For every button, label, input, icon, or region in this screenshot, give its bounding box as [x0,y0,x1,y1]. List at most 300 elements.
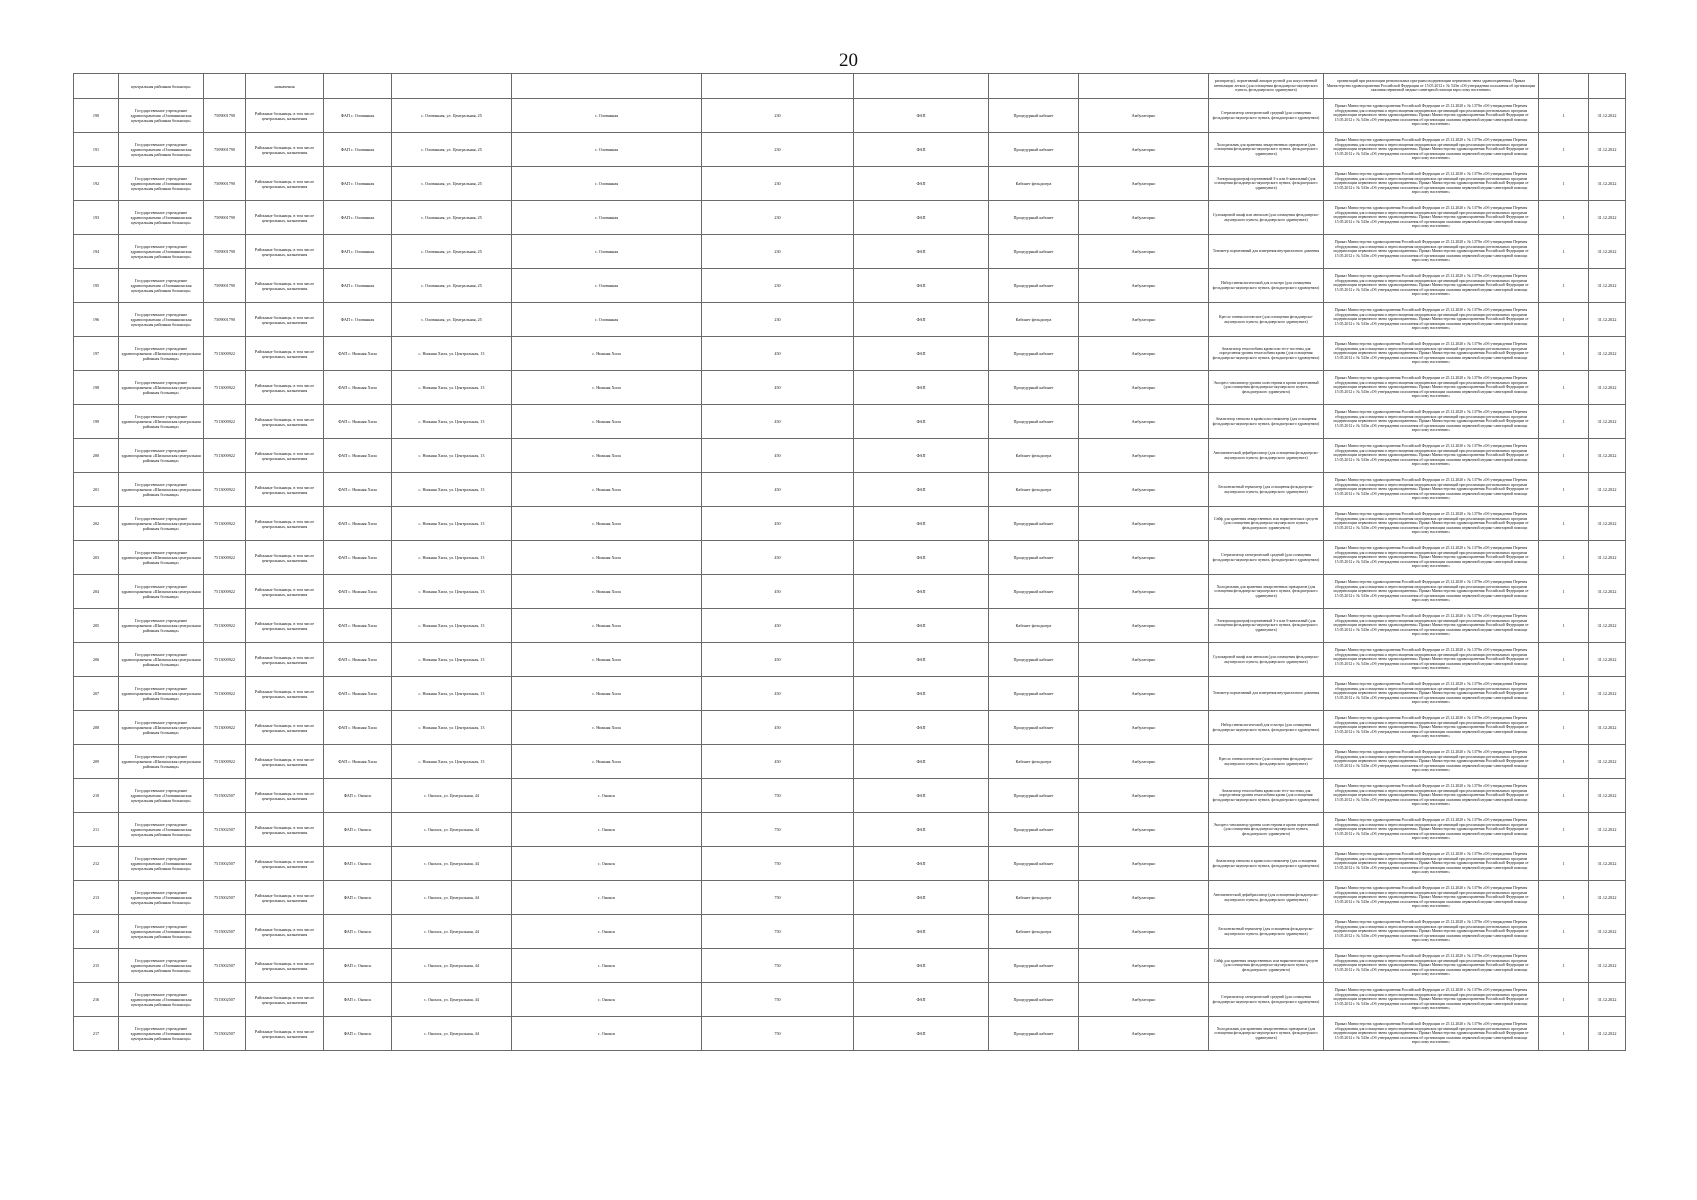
care-form-cell: Амбулаторно [1079,881,1209,915]
quantity-cell: 1 [1539,915,1589,949]
settlement-cell: с. Ононск [512,949,702,983]
address-cell: с. Ононск, ул. Центральная, 44 [392,949,512,983]
population-cell [702,74,854,99]
row-number-cell: 193 [74,201,119,235]
table-row [74,235,1626,269]
address-cell: с. Нижняя Хила, ул. Центральная, 13 [392,473,512,507]
row-number-cell: 194 [74,235,119,269]
table-row [74,371,1626,405]
code-cell: 7513000922 [204,507,246,541]
quantity-cell: 1 [1539,745,1589,779]
date-cell: 31.12.2022 [1589,983,1626,1017]
organization-cell: Государственное учреждение здравоохранения «Оловяннинская центральная районная больница» [119,303,204,337]
fap-cell: ФАП с. Нижняя Хила [324,643,392,677]
care-form-cell: Амбулаторно [1079,847,1209,881]
code-cell: 7513000922 [204,677,246,711]
care-form-cell: Амбулаторно [1079,915,1209,949]
cabinet-cell: Процедурный кабинет [989,541,1079,575]
organization-cell: Государственное учреждение здравоохранения «Оловяннинская центральная районная больница» [119,133,204,167]
order-cell: Приказ Министерства здравоохранения Российской Федерации от 25.12.2020 г. № 1379н «Об утверждении Перечня оборудования для оснащения и переоснащения медицинских организаций при реализации региональных программ модернизации первичного звена здравоохранения» Приказ Министерства здравоохранения Российской Федерации от 15.05.2012 г. № 543н «Об утверждении положения об организации оказания первичной медико-санитарной помощи взрослому населению» [1324,473,1539,507]
table-row [74,74,1626,99]
organization-cell: Государственное учреждение здравоохранения «Оловяннинская центральная районная больница» [119,1017,204,1051]
unit-type-cell: ФАП [854,847,989,881]
unit-type-cell: ФАП [854,133,989,167]
order-cell: Приказ Министерства здравоохранения Российской Федерации от 25.12.2020 г. № 1379н «Об утверждении Перечня оборудования для оснащения и переоснащения медицинских организаций при реализации региональных программ модернизации первичного звена здравоохранения» Приказ Министерства здравоохранения Российской Федерации от 15.05.2012 г. № 543н «Об утверждении положения об организации оказания первичной медико-санитарной помощи взрослому населению» [1324,677,1539,711]
settlement-cell: с. Ононск [512,983,702,1017]
page-number: 20 [839,50,858,71]
fap-cell: ФАП с. Ононск [324,949,392,983]
org-type-cell: Районные больницы, в том числе центральных, назначения [246,133,324,167]
quantity-cell: 1 [1539,1017,1589,1051]
care-form-cell: Амбулаторно [1079,269,1209,303]
unit-type-cell: ФАП [854,201,989,235]
equipment-cell: Холодильник для хранения лекарственных препаратов (для оснащения фельдшерско-акушерского пункта, фельдшерского здравпункта) [1209,1017,1324,1051]
row-number-cell: 203 [74,541,119,575]
care-form-cell: Амбулаторно [1079,167,1209,201]
code-cell: 7513000922 [204,473,246,507]
population-cell: 450 [702,473,854,507]
fap-cell: ФАП с. Нижняя Хила [324,745,392,779]
care-form-cell: Амбулаторно [1079,745,1209,779]
fap-cell: ФАП с. Ононск [324,983,392,1017]
cabinet-cell: Кабинет фельдшера [989,167,1079,201]
care-form-cell: Амбулаторно [1079,405,1209,439]
code-cell: 7509001790 [204,99,246,133]
equipment-cell: Экспресс-анализатор уровня холестерина в крови портативный (для оснащения фельдшерско-акушерского пункта, фельдшерского здравпункта) [1209,371,1324,405]
address-cell: с. Нижняя Хила, ул. Центральная, 13 [392,405,512,439]
population-cell: 750 [702,779,854,813]
row-number-cell: 197 [74,337,119,371]
care-form-cell: Амбулаторно [1079,813,1209,847]
org-type-cell: Районные больницы, в том числе центральных, назначения [246,949,324,983]
table-row [74,711,1626,745]
care-form-cell: Амбулаторно [1079,949,1209,983]
org-type-cell: Районные больницы, в том числе центральных, назначения [246,167,324,201]
organization-cell: Государственное учреждение здравоохранения «Оловяннинская центральная районная больница» [119,201,204,235]
population-cell: 750 [702,915,854,949]
care-form-cell: Амбулаторно [1079,201,1209,235]
cabinet-cell: Процедурный кабинет [989,507,1079,541]
settlement-cell: с. Нижняя Хила [512,507,702,541]
cabinet-cell: Процедурный кабинет [989,677,1079,711]
unit-type-cell: ФАП [854,915,989,949]
org-type-cell: Районные больницы, в том числе центральных, назначения [246,507,324,541]
organization-cell: Государственное учреждение здравоохранения «Шилкинская центральная районная больница» [119,405,204,439]
row-number-cell: 212 [74,847,119,881]
date-cell: 31.12.2022 [1589,1017,1626,1051]
order-cell: Приказ Министерства здравоохранения Российской Федерации от 25.12.2020 г. № 1379н «Об утверждении Перечня оборудования для оснащения и переоснащения медицинских организаций при реализации региональных программ модернизации первичного звена здравоохранения» Приказ Министерства здравоохранения Российской Федерации от 15.05.2012 г. № 543н «Об утверждении положения об организации оказания первичной медико-санитарной помощи взрослому населению» [1324,745,1539,779]
fap-cell: ФАП с. Оловянная [324,235,392,269]
organization-cell: Государственное учреждение здравоохранения «Оловяннинская центральная районная больница» [119,779,204,813]
date-cell: 31.12.2022 [1589,337,1626,371]
equipment-cell: Стерилизатор электрический средний (для оснащения фельдшерско-акушерского пункта, фельдшерского здравпункта) [1209,99,1324,133]
unit-type-cell: ФАП [854,235,989,269]
code-cell: 7515002507 [204,915,246,949]
settlement-cell: с. Оловянная [512,201,702,235]
org-type-cell: Районные больницы, в том числе центральных, назначения [246,1017,324,1051]
order-cell: Приказ Министерства здравоохранения Российской Федерации от 25.12.2020 г. № 1379н «Об утверждении Перечня оборудования для оснащения и переоснащения медицинских организаций при реализации региональных программ модернизации первичного звена здравоохранения» Приказ Министерства здравоохранения Российской Федерации от 15.05.2012 г. № 543н «Об утверждении положения об организации оказания первичной медико-санитарной помощи взрослому населению» [1324,949,1539,983]
equipment-cell: Анализатор гемоглобина крови или тест-системы для определения уровня гемоглобина крови (для оснащения фельдшерско-акушерского пункта, фельдшерского здравпункта) [1209,779,1324,813]
row-number-cell: 206 [74,643,119,677]
code-cell: 7513000922 [204,371,246,405]
quantity-cell: 1 [1539,405,1589,439]
population-cell: 450 [702,337,854,371]
equipment-cell: Электрокардиограф портативный 3-х или 6-канальный (для оснащения фельдшерско-акушерского пункта, фельдшерского здравпункта) [1209,167,1324,201]
org-type-cell: Районные больницы, в том числе центральных, назначения [246,235,324,269]
date-cell: 31.12.2022 [1589,167,1626,201]
org-type-cell: Районные больницы, в том числе центральных, назначения [246,609,324,643]
row-number-cell: 208 [74,711,119,745]
fap-cell: ФАП с. Ононск [324,847,392,881]
equipment-cell: Сухожаровой шкаф или автоклав (для оснащения фельдшерско-акушерского пункта, фельдшерского здравпункта) [1209,643,1324,677]
quantity-cell: 1 [1539,235,1589,269]
row-number-cell: 211 [74,813,119,847]
cabinet-cell: Процедурный кабинет [989,99,1079,133]
cabinet-cell: Кабинет фельдшера [989,439,1079,473]
table-row [74,167,1626,201]
population-cell: 450 [702,371,854,405]
fap-cell: ФАП с. Оловянная [324,269,392,303]
unit-type-cell: ФАП [854,99,989,133]
code-cell: 7515002507 [204,983,246,1017]
unit-type-cell: ФАП [854,983,989,1017]
settlement-cell: с. Нижняя Хила [512,609,702,643]
population-cell: 750 [702,1017,854,1051]
population-cell: 450 [702,439,854,473]
settlement-cell: с. Нижняя Хила [512,439,702,473]
date-cell: 31.12.2022 [1589,779,1626,813]
equipment-cell: Стерилизатор электрический средний (для оснащения фельдшерско-акушерского пункта, фельдшерского здравпункта) [1209,983,1324,1017]
cabinet-cell: Процедурный кабинет [989,575,1079,609]
equipment-cell: Анализатор гемоглобина крови или тест-системы для определения уровня гемоглобина крови (для оснащения фельдшерско-акушерского пункта, фельдшерского здравпункта) [1209,337,1324,371]
code-cell: 7515002507 [204,813,246,847]
order-cell: Приказ Министерства здравоохранения Российской Федерации от 25.12.2020 г. № 1379н «Об утверждении Перечня оборудования для оснащения и переоснащения медицинских организаций при реализации региональных программ модернизации первичного звена здравоохранения» Приказ Министерства здравоохранения Российской Федерации от 15.05.2012 г. № 543н «Об утверждении положения об организации оказания первичной медико-санитарной помощи взрослому населению» [1324,439,1539,473]
population-cell: 450 [702,745,854,779]
date-cell: 31.12.2022 [1589,881,1626,915]
unit-type-cell: ФАП [854,881,989,915]
order-cell: Приказ Министерства здравоохранения Российской Федерации от 25.12.2020 г. № 1379н «Об утверждении Перечня оборудования для оснащения и переоснащения медицинских организаций при реализации региональных программ модернизации первичного звена здравоохранения» Приказ Министерства здравоохранения Российской Федерации от 15.05.2012 г. № 543н «Об утверждении положения об организации оказания первичной медико-санитарной помощи взрослому населению» [1324,303,1539,337]
care-form-cell: Амбулаторно [1079,303,1209,337]
organization-cell: Государственное учреждение здравоохранения «Шилкинская центральная районная больница» [119,677,204,711]
quantity-cell [1539,74,1589,99]
address-cell: с. Нижняя Хила, ул. Центральная, 13 [392,337,512,371]
org-type-cell: Районные больницы, в том числе центральных, назначения [246,983,324,1017]
organization-cell: Государственное учреждение здравоохранения «Оловяннинская центральная районная больница» [119,167,204,201]
settlement-cell: с. Нижняя Хила [512,575,702,609]
care-form-cell: Амбулаторно [1079,609,1209,643]
unit-type-cell: ФАП [854,677,989,711]
order-cell: Приказ Министерства здравоохранения Российской Федерации от 25.12.2020 г. № 1379н «Об утверждении Перечня оборудования для оснащения и переоснащения медицинских организаций при реализации региональных программ модернизации первичного звена здравоохранения» Приказ Министерства здравоохранения Российской Федерации от 15.05.2012 г. № 543н «Об утверждении положения об организации оказания первичной медико-санитарной помощи взрослому населению» [1324,915,1539,949]
org-type-cell: Районные больницы, в том числе центральных, назначения [246,99,324,133]
date-cell: 31.12.2022 [1589,269,1626,303]
care-form-cell: Амбулаторно [1079,473,1209,507]
row-number-cell: 205 [74,609,119,643]
quantity-cell: 1 [1539,371,1589,405]
org-type-cell: Районные больницы, в том числе центральных, назначения [246,643,324,677]
order-cell: Приказ Министерства здравоохранения Российской Федерации от 25.12.2020 г. № 1379н «Об утверждении Перечня оборудования для оснащения и переоснащения медицинских организаций при реализации региональных программ модернизации первичного звена здравоохранения» Приказ Министерства здравоохранения Российской Федерации от 15.05.2012 г. № 543н «Об утверждении положения об организации оказания первичной медико-санитарной помощи взрослому населению» [1324,405,1539,439]
fap-cell: ФАП с. Ононск [324,915,392,949]
cabinet-cell: Процедурный кабинет [989,337,1079,371]
table-row [74,541,1626,575]
quantity-cell: 1 [1539,847,1589,881]
unit-type-cell: ФАП [854,779,989,813]
row-number-cell: 207 [74,677,119,711]
date-cell: 31.12.2022 [1589,201,1626,235]
row-number-cell: 213 [74,881,119,915]
fap-cell: ФАП с. Нижняя Хила [324,541,392,575]
care-form-cell: Амбулаторно [1079,575,1209,609]
date-cell: 31.12.2022 [1589,711,1626,745]
code-cell: 7509001790 [204,235,246,269]
org-type-cell: Районные больницы, в том числе центральных, назначения [246,745,324,779]
table-row [74,983,1626,1017]
address-cell [392,74,512,99]
code-cell: 7513000922 [204,575,246,609]
row-number-cell: 216 [74,983,119,1017]
org-type-cell: Районные больницы, в том числе центральных, назначения [246,201,324,235]
organization-cell: Государственное учреждение здравоохранения «Шилкинская центральная районная больница» [119,643,204,677]
care-form-cell: Амбулаторно [1079,235,1209,269]
care-form-cell: Амбулаторно [1079,711,1209,745]
org-type-cell: Районные больницы, в том числе центральных, назначения [246,303,324,337]
fap-cell: ФАП с. Нижняя Хила [324,405,392,439]
settlement-cell: с. Ононск [512,915,702,949]
order-cell: Приказ Министерства здравоохранения Российской Федерации от 25.12.2020 г. № 1379н «Об утверждении Перечня оборудования для оснащения и переоснащения медицинских организаций при реализации региональных программ модернизации первичного звена здравоохранения» Приказ Министерства здравоохранения Российской Федерации от 15.05.2012 г. № 543н «Об утверждении положения об организации оказания первичной медико-санитарной помощи взрослому населению» [1324,337,1539,371]
quantity-cell: 1 [1539,439,1589,473]
row-number-cell: 201 [74,473,119,507]
unit-type-cell: ФАП [854,405,989,439]
equipment-cell: Бесконтактный термометр (для оснащения фельдшерско-акушерского пункта, фельдшерского здравпункта) [1209,473,1324,507]
table-row [74,643,1626,677]
settlement-cell: с. Нижняя Хила [512,711,702,745]
table-row [74,439,1626,473]
equipment-cell: распиратор), портативный аппарат ручной для искусственной вентиляции легких (для оснащения фельдшерско-акушерского пункта, фельдшерского здравпункта) [1209,74,1324,99]
address-cell: с. Ононск, ул. Центральная, 44 [392,779,512,813]
unit-type-cell: ФАП [854,609,989,643]
fap-cell [324,74,392,99]
care-form-cell: Амбулаторно [1079,779,1209,813]
population-cell: 230 [702,99,854,133]
population-cell: 750 [702,813,854,847]
row-number-cell: 204 [74,575,119,609]
date-cell: 31.12.2022 [1589,915,1626,949]
fap-cell: ФАП с. Ононск [324,779,392,813]
date-cell: 31.12.2022 [1589,99,1626,133]
care-form-cell: Амбулаторно [1079,439,1209,473]
order-cell: Приказ Министерства здравоохранения Российской Федерации от 25.12.2020 г. № 1379н «Об утверждении Перечня оборудования для оснащения и переоснащения медицинских организаций при реализации региональных программ модернизации первичного звена здравоохранения» Приказ Министерства здравоохранения Российской Федерации от 15.05.2012 г. № 543н «Об утверждении положения об организации оказания первичной медико-санитарной помощи взрослому населению» [1324,575,1539,609]
order-cell: Приказ Министерства здравоохранения Российской Федерации от 25.12.2020 г. № 1379н «Об утверждении Перечня оборудования для оснащения и переоснащения медицинских организаций при реализации региональных программ модернизации первичного звена здравоохранения» Приказ Министерства здравоохранения Российской Федерации от 15.05.2012 г. № 543н «Об утверждении положения об организации оказания первичной медико-санитарной помощи взрослому населению» [1324,643,1539,677]
order-cell: Приказ Министерства здравоохранения Российской Федерации от 25.12.2020 г. № 1379н «Об утверждении Перечня оборудования для оснащения и переоснащения медицинских организаций при реализации региональных программ модернизации первичного звена здравоохранения» Приказ Министерства здравоохранения Российской Федерации от 15.05.2012 г. № 543н «Об утверждении положения об организации оказания первичной медико-санитарной помощи взрослому населению» [1324,99,1539,133]
code-cell: 7509001790 [204,201,246,235]
population-cell: 230 [702,269,854,303]
date-cell: 31.12.2022 [1589,473,1626,507]
address-cell: с. Нижняя Хила, ул. Центральная, 13 [392,745,512,779]
fap-cell: ФАП с. Нижняя Хила [324,609,392,643]
org-type-cell: Районные больницы, в том числе центральных, назначения [246,337,324,371]
population-cell: 450 [702,405,854,439]
date-cell: 31.12.2022 [1589,949,1626,983]
row-number-cell: 195 [74,269,119,303]
organization-cell: Государственное учреждение здравоохранения «Оловяннинская центральная районная больница» [119,983,204,1017]
quantity-cell: 1 [1539,99,1589,133]
code-cell: 7513000922 [204,439,246,473]
fap-cell: ФАП с. Оловянная [324,133,392,167]
unit-type-cell: ФАП [854,949,989,983]
row-number-cell: 210 [74,779,119,813]
unit-type-cell [854,74,989,99]
care-form-cell: Амбулаторно [1079,541,1209,575]
order-cell: Приказ Министерства здравоохранения Российской Федерации от 25.12.2020 г. № 1379н «Об утверждении Перечня оборудования для оснащения и переоснащения медицинских организаций при реализации региональных программ модернизации первичного звена здравоохранения» Приказ Министерства здравоохранения Российской Федерации от 15.05.2012 г. № 543н «Об утверждении положения об организации оказания первичной медико-санитарной помощи взрослому населению» [1324,711,1539,745]
population-cell: 750 [702,983,854,1017]
date-cell: 31.12.2022 [1589,405,1626,439]
cabinet-cell: Кабинет фельдшера [989,303,1079,337]
cabinet-cell: Процедурный кабинет [989,201,1079,235]
care-form-cell: Амбулаторно [1079,133,1209,167]
code-cell: 7513000922 [204,405,246,439]
table-row [74,405,1626,439]
address-cell: с. Оловянная, ул. Центральная, 25 [392,99,512,133]
table-row [74,949,1626,983]
quantity-cell: 1 [1539,575,1589,609]
fap-cell: ФАП с. Нижняя Хила [324,337,392,371]
order-cell: Приказ Министерства здравоохранения Российской Федерации от 25.12.2020 г. № 1379н «Об утверждении Перечня оборудования для оснащения и переоснащения медицинских организаций при реализации региональных программ модернизации первичного звена здравоохранения» Приказ Министерства здравоохранения Российской Федерации от 15.05.2012 г. № 543н «Об утверждении положения об организации оказания первичной медико-санитарной помощи взрослому населению» [1324,983,1539,1017]
row-number-cell: 196 [74,303,119,337]
equipment-cell: Кресло гинекологическое (для оснащения фельдшерско-акушерского пункта, фельдшерского здравпункта) [1209,303,1324,337]
care-form-cell [1079,74,1209,99]
code-cell: 7515002507 [204,949,246,983]
code-cell: 7515002507 [204,881,246,915]
date-cell: 31.12.2022 [1589,575,1626,609]
quantity-cell: 1 [1539,643,1589,677]
code-cell: 7515002507 [204,1017,246,1051]
code-cell: 7513000922 [204,541,246,575]
code-cell: 7513000922 [204,643,246,677]
fap-cell: ФАП с. Нижняя Хила [324,677,392,711]
population-cell: 450 [702,575,854,609]
cabinet-cell: Кабинет фельдшера [989,609,1079,643]
fap-cell: ФАП с. Нижняя Хила [324,711,392,745]
cabinet-cell: Кабинет фельдшера [989,473,1079,507]
settlement-cell: с. Оловянная [512,235,702,269]
address-cell: с. Нижняя Хила, ул. Центральная, 13 [392,507,512,541]
population-cell: 230 [702,167,854,201]
equipment-cell: Анализатор глюкозы в крови или глюкометр (для оснащения фельдшерско-акушерского пункта, фельдшерского здравпункта) [1209,405,1324,439]
organization-cell: Государственное учреждение здравоохранения «Шилкинская центральная районная больница» [119,575,204,609]
equipment-cell: Тонометр портативный для измерения внутриглазного давления [1209,235,1324,269]
code-cell: 7509001790 [204,167,246,201]
population-cell: 450 [702,609,854,643]
equipment-cell: Холодильник для хранения лекарственных препаратов (для оснащения фельдшерско-акушерского пункта, фельдшерского здравпункта) [1209,133,1324,167]
address-cell: с. Нижняя Хила, ул. Центральная, 13 [392,371,512,405]
fap-cell: ФАП с. Оловянная [324,167,392,201]
order-cell: Приказ Министерства здравоохранения Российской Федерации от 25.12.2020 г. № 1379н «Об утверждении Перечня оборудования для оснащения и переоснащения медицинских организаций при реализации региональных программ модернизации первичного звена здравоохранения» Приказ Министерства здравоохранения Российской Федерации от 15.05.2012 г. № 543н «Об утверждении положения об организации оказания первичной медико-санитарной помощи взрослому населению» [1324,1017,1539,1051]
table-row [74,779,1626,813]
quantity-cell: 1 [1539,711,1589,745]
equipment-cell: Бесконтактный термометр (для оснащения фельдшерско-акушерского пункта, фельдшерского здравпункта) [1209,915,1324,949]
address-cell: с. Оловянная, ул. Центральная, 25 [392,269,512,303]
cabinet-cell [989,74,1079,99]
date-cell: 31.12.2022 [1589,847,1626,881]
population-cell: 750 [702,949,854,983]
equipment-cell: Автоматический дефибриллятор (для оснащения фельдшерско-акушерского пункта, фельдшерского здравпункта) [1209,439,1324,473]
unit-type-cell: ФАП [854,473,989,507]
settlement-cell: с. Нижняя Хила [512,643,702,677]
settlement-cell: с. Оловянная [512,167,702,201]
equipment-cell: Холодильник для хранения лекарственных препаратов (для оснащения фельдшерско-акушерского пункта, фельдшерского здравпункта) [1209,575,1324,609]
unit-type-cell: ФАП [854,745,989,779]
equipment-cell: Набор гинекологический для осмотра (для оснащения фельдшерско-акушерского пункта, фельдшерского здравпункта) [1209,711,1324,745]
settlement-cell: с. Нижняя Хила [512,677,702,711]
address-cell: с. Оловянная, ул. Центральная, 25 [392,201,512,235]
date-cell: 31.12.2022 [1589,371,1626,405]
organization-cell: Государственное учреждение здравоохранения «Оловяннинская центральная районная больница» [119,269,204,303]
org-type-cell: Районные больницы, в том числе центральных, назначения [246,405,324,439]
population-cell: 230 [702,201,854,235]
order-cell: Приказ Министерства здравоохранения Российской Федерации от 25.12.2020 г. № 1379н «Об утверждении Перечня оборудования для оснащения и переоснащения медицинских организаций при реализации региональных программ модернизации первичного звена здравоохранения» Приказ Министерства здравоохранения Российской Федерации от 15.05.2012 г. № 543н «Об утверждении положения об организации оказания первичной медико-санитарной помощи взрослому населению» [1324,167,1539,201]
unit-type-cell: ФАП [854,541,989,575]
quantity-cell: 1 [1539,167,1589,201]
fap-cell: ФАП с. Нижняя Хила [324,439,392,473]
address-cell: с. Нижняя Хила, ул. Центральная, 13 [392,711,512,745]
code-cell: 7513000922 [204,745,246,779]
quantity-cell: 1 [1539,337,1589,371]
organization-cell: Государственное учреждение здравоохранения «Шилкинская центральная районная больница» [119,609,204,643]
cabinet-cell: Процедурный кабинет [989,779,1079,813]
settlement-cell: с. Оловянная [512,269,702,303]
organization-cell: Государственное учреждение здравоохранения «Шилкинская центральная районная больница» [119,541,204,575]
unit-type-cell: ФАП [854,167,989,201]
unit-type-cell: ФАП [854,439,989,473]
quantity-cell: 1 [1539,779,1589,813]
address-cell: с. Оловянная, ул. Центральная, 25 [392,303,512,337]
quantity-cell: 1 [1539,677,1589,711]
address-cell: с. Нижняя Хила, ул. Центральная, 13 [392,575,512,609]
address-cell: с. Оловянная, ул. Центральная, 25 [392,235,512,269]
date-cell: 31.12.2022 [1589,133,1626,167]
organization-cell: Государственное учреждение здравоохранения «Оловяннинская центральная районная больница» [119,99,204,133]
cabinet-cell: Процедурный кабинет [989,1017,1079,1051]
quantity-cell: 1 [1539,473,1589,507]
address-cell: с. Ононск, ул. Центральная, 44 [392,983,512,1017]
order-cell: Приказ Министерства здравоохранения Российской Федерации от 25.12.2020 г. № 1379н «Об утверждении Перечня оборудования для оснащения и переоснащения медицинских организаций при реализации региональных программ модернизации первичного звена здравоохранения» Приказ Министерства здравоохранения Российской Федерации от 15.05.2012 г. № 543н «Об утверждении положения об организации оказания первичной медико-санитарной помощи взрослому населению» [1324,813,1539,847]
date-cell [1589,74,1626,99]
fap-cell: ФАП с. Оловянная [324,303,392,337]
org-type-cell: Районные больницы, в том числе центральных, назначения [246,371,324,405]
unit-type-cell: ФАП [854,643,989,677]
equipment-cell: Анализатор глюкозы в крови или глюкометр (для оснащения фельдшерско-акушерского пункта, фельдшерского здравпункта) [1209,847,1324,881]
row-number-cell: 191 [74,133,119,167]
org-type-cell: Районные больницы, в том числе центральных, назначения [246,677,324,711]
organization-cell: Государственное учреждение здравоохранения «Оловяннинская центральная районная больница» [119,881,204,915]
org-type-cell: Районные больницы, в том числе центральных, назначения [246,269,324,303]
row-number-cell: 199 [74,405,119,439]
cabinet-cell: Кабинет фельдшера [989,745,1079,779]
equipment-table [73,73,1626,1051]
org-type-cell: Районные больницы, в том числе центральных, назначения [246,575,324,609]
quantity-cell: 1 [1539,541,1589,575]
care-form-cell: Амбулаторно [1079,643,1209,677]
table-row [74,303,1626,337]
unit-type-cell: ФАП [854,711,989,745]
table-row [74,677,1626,711]
date-cell: 31.12.2022 [1589,235,1626,269]
table-row [74,269,1626,303]
cabinet-cell: Процедурный кабинет [989,405,1079,439]
address-cell: с. Ононск, ул. Центральная, 44 [392,813,512,847]
organization-cell: центральная районная больница» [119,74,204,99]
unit-type-cell: ФАП [854,303,989,337]
date-cell: 31.12.2022 [1589,643,1626,677]
